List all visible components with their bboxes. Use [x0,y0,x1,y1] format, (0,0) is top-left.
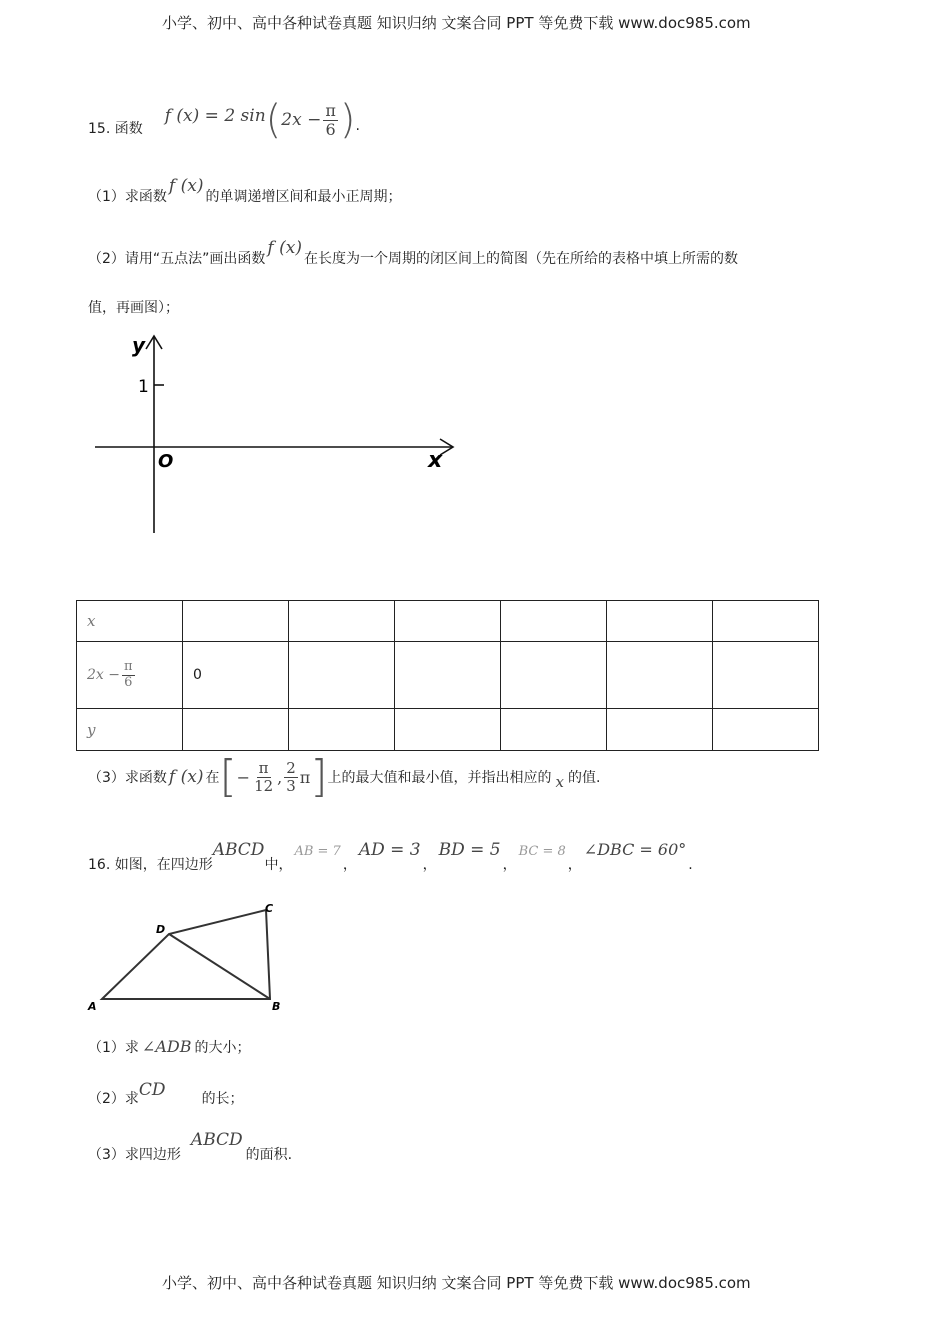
q15-p1-fx: f (x) [168,176,204,196]
interval-left-bracket: [ [219,751,237,802]
q15-left-paren: ( [265,97,282,143]
vertex-a-label: A [88,1000,97,1013]
q16-ab: AB = 7 [294,844,341,859]
q15-pi-over-six [323,102,338,138]
vertex-d-label: D [156,923,166,936]
q16-abcd: ABCD [212,840,265,860]
interval-pi-over-twelve: $\frac{\pi}{12}$ [254,759,274,795]
q16-ad: AD = 3 [358,840,421,860]
quadrilateral-abcd [102,910,270,999]
q16-part1 [88,1037,250,1057]
q16-p2-suffix: 的长； [201,1091,244,1107]
q15-right-paren: ) [339,97,356,143]
five-point-table [76,600,819,751]
table-cell [395,642,501,709]
table-row-y-label: y [77,709,183,751]
q15-p3-in: 在 [205,770,220,786]
page-footer: 小学、初中、高中各种试卷真题 知识归纳 文案合同 PPT 等免费下载 www.doc985.com [162,1274,751,1292]
q15-part2-line2: 值，再画图）； [88,300,179,316]
q15-p2-prefix: （2）请用“五点法”画出函数 [88,251,266,267]
axes-figure [88,325,468,540]
q15-p3-prefix: （3）求函数 [88,770,167,786]
x-axis-label: x [428,448,443,473]
table-cell [395,601,501,642]
table-cell [501,642,607,709]
table-cell [501,601,607,642]
q16-label: 16. 如图，在四边形 [88,857,213,873]
q15-pi: π [325,100,336,120]
table-cell [395,709,501,751]
q16-p1-angle: ∠ADB [141,1037,192,1056]
q15-p3-fx: f (x) [168,767,204,787]
table-cell [289,709,395,751]
q16-end: . [688,857,693,873]
q15-part1 [88,176,401,206]
q15-part3 [88,751,601,802]
q16-p2-cd: CD [138,1080,166,1100]
q15-part2 [88,238,738,268]
table-cell [607,601,713,642]
interval-minus: − [236,767,251,787]
interval-two-thirds: $\frac{2}{3}$ [286,759,296,795]
table-cell [713,709,819,751]
table-cell [183,601,289,642]
q15-six: 6 [325,119,336,139]
q15-end: . [355,118,360,134]
vertex-c-label: C [265,902,274,915]
table-cell [289,642,395,709]
table-cell [183,709,289,751]
q16-part3 [88,1130,292,1164]
q15-p1-suffix: 的单调递增区间和最小正周期； [205,189,402,205]
q16-p1-suffix: 的大小； [194,1040,251,1056]
q16-title [88,840,693,874]
interval-pi: π [299,767,311,787]
q16-bd: BD = 5 [438,840,501,860]
q15-p1-prefix: （1）求函数 [88,189,167,205]
q15-label: 15. 函数 [88,121,143,137]
y-axis-label: y [132,333,146,357]
table-row-phase [77,642,819,709]
y-tick-one-label: 1 [138,377,149,397]
q15-function-lhs: f (x) = 2 sin [164,106,266,126]
q16-sep: ， [502,857,517,873]
interval-right-bracket: ] [310,751,328,802]
quadrilateral-figure [85,900,285,1015]
vertex-b-label: B [272,1000,281,1013]
table-cell [501,709,607,751]
table-row-phase-label: 2x − $\frac{\pi}{6}$ [77,642,183,709]
table-cell [713,642,819,709]
diagonal-bd [169,934,270,999]
table-cell [607,642,713,709]
table-row-y [77,709,819,751]
table-row-x [77,601,819,642]
table-cell-phase-first: 0 [183,642,289,709]
table-cell [713,601,819,642]
q15-p3-x: x [555,773,564,791]
q16-mid: 中， [264,857,293,873]
q16-sep: ， [422,857,437,873]
q16-p2-prefix: （2）求 [88,1091,139,1107]
q15-inner-left: 2x − [281,110,322,130]
q16-p3-abcd: ABCD [190,1130,243,1150]
q16-angle: ∠DBC = 60° [583,840,687,859]
q15-title [88,97,360,143]
table-pi-over-six: $\frac{\pi}{6}$ [123,659,133,690]
q16-p3-suffix: 的面积. [245,1147,293,1163]
page-header: 小学、初中、高中各种试卷真题 知识归纳 文案合同 PPT 等免费下载 www.doc985.com [162,14,751,32]
table-cell [607,709,713,751]
q16-p3-prefix: （3）求四边形 [88,1147,181,1163]
q15-p3-end: 的值. [567,770,601,786]
q15-p2-fx: f (x) [267,238,302,258]
origin-label: O [158,451,174,472]
table-cell [289,601,395,642]
q16-bc: BC = 8 [518,844,566,859]
interval-comma: , [277,767,283,787]
q16-p1-prefix: （1）求 [88,1040,139,1056]
q16-sep: ， [567,857,582,873]
q16-sep: ， [342,857,357,873]
table-row-x-label: x [77,601,183,642]
q15-p2-suffix: 在长度为一个周期的闭区间上的简图（先在所给的表格中填上所需的数 [303,251,738,267]
q16-part2 [88,1080,244,1108]
q15-p3-suffix: 上的最大值和最小值，并指出相应的 [327,770,552,786]
